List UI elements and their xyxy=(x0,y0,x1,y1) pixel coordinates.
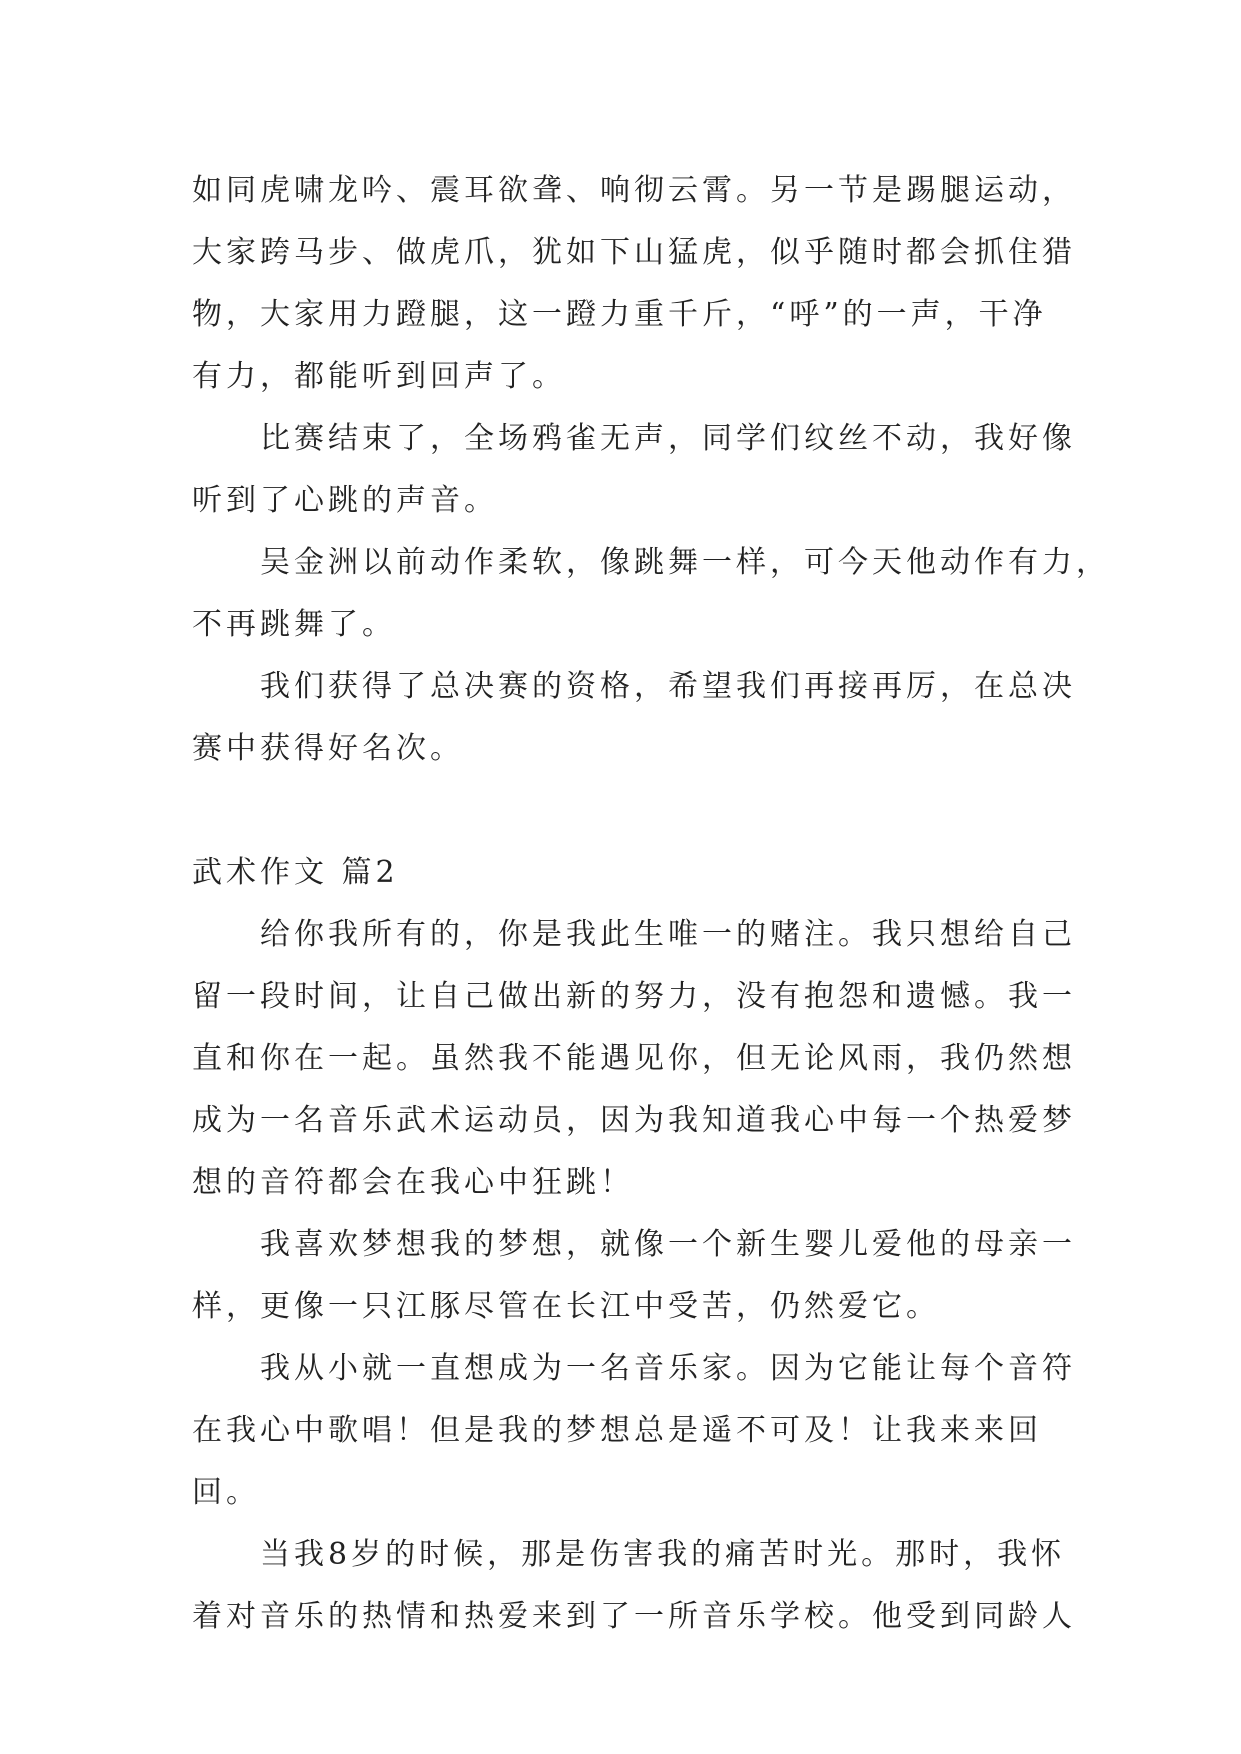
text-line: 留一段时间，让自己做出新的努力，没有抱怨和遗憾。我一 xyxy=(192,979,1076,1014)
paragraph-start-line: 我喜欢梦想我的梦想，就像一个新生婴儿爱他的母亲一 xyxy=(260,1227,1076,1262)
text-line: 赛中获得好名次。 xyxy=(192,731,464,766)
text-line: 着对音乐的热情和热爱来到了一所音乐学校。他受到同龄人 xyxy=(192,1599,1076,1634)
text-line: 听到了心跳的声音。 xyxy=(192,483,498,518)
paragraph-start-line: 当我8岁的时候，那是伤害我的痛苦时光。那时，我怀 xyxy=(260,1537,1066,1572)
section-gap xyxy=(192,780,1054,842)
paragraph-start-line: 我从小就一直想成为一名音乐家。因为它能让每个音符 xyxy=(260,1351,1076,1386)
text-line: 想的音符都会在我心中狂跳！ xyxy=(192,1165,634,1200)
paragraph-start-line: 吴金洲以前动作柔软，像跳舞一样，可今天他动作有力， xyxy=(260,545,1110,580)
text-line: 直和你在一起。虽然我不能遇见你，但无论风雨，我仍然想 xyxy=(192,1041,1076,1076)
paragraph-start-line: 比赛结束了，全场鸦雀无声，同学们纹丝不动，我好像 xyxy=(260,421,1076,456)
section-heading: 武术作文 篇2 xyxy=(192,855,399,890)
text-line: 成为一名音乐武术运动员，因为我知道我心中每一个热爱梦 xyxy=(192,1103,1076,1138)
paragraph-start-line: 给你我所有的，你是我此生唯一的赌注。我只想给自己 xyxy=(260,917,1076,952)
text-line: 如同虎啸龙吟、震耳欲聋、响彻云霄。另一节是踢腿运动， xyxy=(192,173,1076,208)
text-line: 物，大家用力蹬腿，这一蹬力重千斤，“呼”的一声，干净 xyxy=(192,297,1047,332)
text-line: 有力，都能听到回声了。 xyxy=(192,359,566,394)
paragraph-start-line: 我们获得了总决赛的资格，希望我们再接再厉，在总决 xyxy=(260,669,1076,704)
text-line: 在我心中歌唱！但是我的梦想总是遥不可及！让我来来回 xyxy=(192,1413,1042,1448)
text-line: 样，更像一只江豚尽管在长江中受苦，仍然爱它。 xyxy=(192,1289,940,1324)
text-line: 不再跳舞了。 xyxy=(192,607,396,642)
document-body xyxy=(192,160,1110,1648)
text-line: 回。 xyxy=(192,1475,260,1510)
text-line: 大家跨马步、做虎爪，犹如下山猛虎，似乎随时都会抓住猎 xyxy=(192,235,1076,270)
